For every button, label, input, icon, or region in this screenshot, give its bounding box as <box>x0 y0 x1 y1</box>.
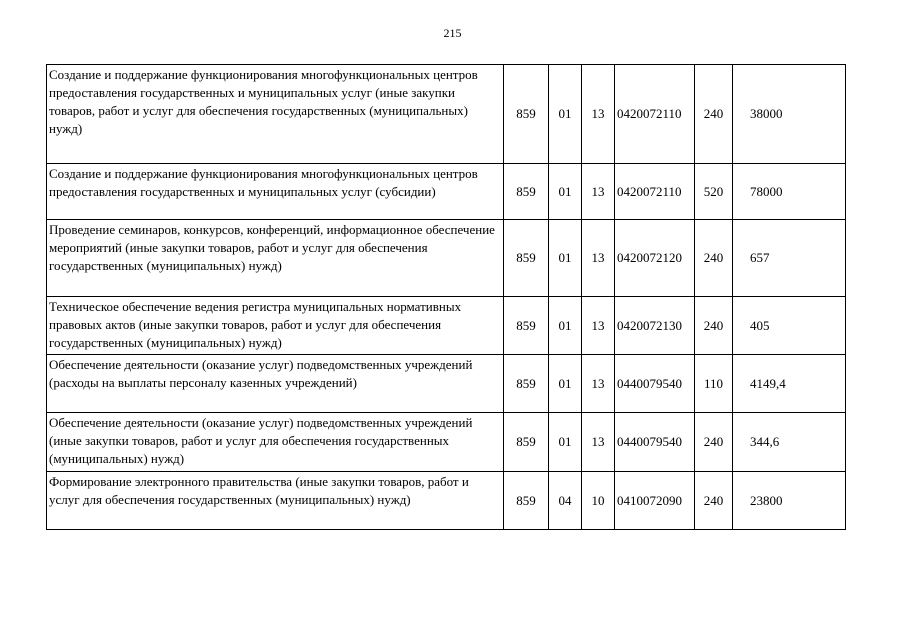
expense-type-cell: 520 <box>695 164 733 220</box>
sum-cell: 78000 <box>733 164 846 220</box>
vedomstvo-cell: 859 <box>504 472 549 530</box>
target-article-cell: 0420072110 <box>615 164 695 220</box>
target-article-cell: 0420072110 <box>615 65 695 164</box>
expense-type-cell: 240 <box>695 220 733 297</box>
razdel-cell: 01 <box>549 355 582 413</box>
target-article-cell: 0410072090 <box>615 472 695 530</box>
expense-name-cell: Проведение семинаров, конкурсов, конференций, информационное обеспечение мероприятий (иные закупки товаров, работ и услуг для обеспечения государственных (муниципальных) нужд) <box>47 220 504 297</box>
sum-cell: 344,6 <box>733 413 846 472</box>
expense-name-cell: Создание и поддержание функционирования многофункциональных центров предоставления государственных и муниципальных услуг (субсидии) <box>47 164 504 220</box>
table-row <box>47 220 846 297</box>
razdel-cell: 01 <box>549 164 582 220</box>
expense-name-cell: Обеспечение деятельности (оказание услуг) подведомственных учреждений (расходы на выплаты персоналу казенных учреждений) <box>47 355 504 413</box>
table-body <box>47 65 846 530</box>
podrazdel-cell: 13 <box>582 413 615 472</box>
table-row <box>47 355 846 413</box>
podrazdel-cell: 13 <box>582 65 615 164</box>
vedomstvo-cell: 859 <box>504 164 549 220</box>
expense-name-cell: Формирование электронного правительства (иные закупки товаров, работ и услуг для обеспечения государственных (муниципальных) нужд) <box>47 472 504 530</box>
razdel-cell: 04 <box>549 472 582 530</box>
vedomstvo-cell: 859 <box>504 413 549 472</box>
sum-cell: 657 <box>733 220 846 297</box>
vedomstvo-cell: 859 <box>504 65 549 164</box>
podrazdel-cell: 10 <box>582 472 615 530</box>
expense-name-cell: Обеспечение деятельности (оказание услуг) подведомственных учреждений (иные закупки товаров, работ и услуг для обеспечения государственных (муниципальных) нужд) <box>47 413 504 472</box>
page-number: 215 <box>443 26 462 40</box>
sum-cell: 4149,4 <box>733 355 846 413</box>
vedomstvo-cell: 859 <box>504 355 549 413</box>
razdel-cell: 01 <box>549 65 582 164</box>
podrazdel-cell: 13 <box>582 355 615 413</box>
target-article-cell: 0420072120 <box>615 220 695 297</box>
sum-cell: 23800 <box>733 472 846 530</box>
expense-type-cell: 240 <box>695 297 733 355</box>
podrazdel-cell: 13 <box>582 297 615 355</box>
table-row <box>47 413 846 472</box>
expense-type-cell: 240 <box>695 413 733 472</box>
expense-name-cell: Техническое обеспечение ведения регистра муниципальных нормативных правовых актов (иные закупки товаров, работ и услуг для обеспечения государственных (муниципальных) нужд) <box>47 297 504 355</box>
table-row <box>47 297 846 355</box>
expense-type-cell: 240 <box>695 65 733 164</box>
expense-type-cell: 110 <box>695 355 733 413</box>
razdel-cell: 01 <box>549 220 582 297</box>
podrazdel-cell: 13 <box>582 220 615 297</box>
table-row <box>47 472 846 530</box>
vedomstvo-cell: 859 <box>504 297 549 355</box>
sum-cell: 405 <box>733 297 846 355</box>
razdel-cell: 01 <box>549 413 582 472</box>
sum-cell: 38000 <box>733 65 846 164</box>
target-article-cell: 0440079540 <box>615 355 695 413</box>
budget-table <box>46 64 846 530</box>
target-article-cell: 0440079540 <box>615 413 695 472</box>
table-row <box>47 164 846 220</box>
podrazdel-cell: 13 <box>582 164 615 220</box>
expense-type-cell: 240 <box>695 472 733 530</box>
target-article-cell: 0420072130 <box>615 297 695 355</box>
razdel-cell: 01 <box>549 297 582 355</box>
table-row <box>47 65 846 164</box>
vedomstvo-cell: 859 <box>504 220 549 297</box>
expense-name-cell: Создание и поддержание функционирования многофункциональных центров предоставления государственных и муниципальных услуг (иные закупки товаров, работ и услуг для обеспечения государственных (муниципальных) нужд) <box>47 65 504 164</box>
